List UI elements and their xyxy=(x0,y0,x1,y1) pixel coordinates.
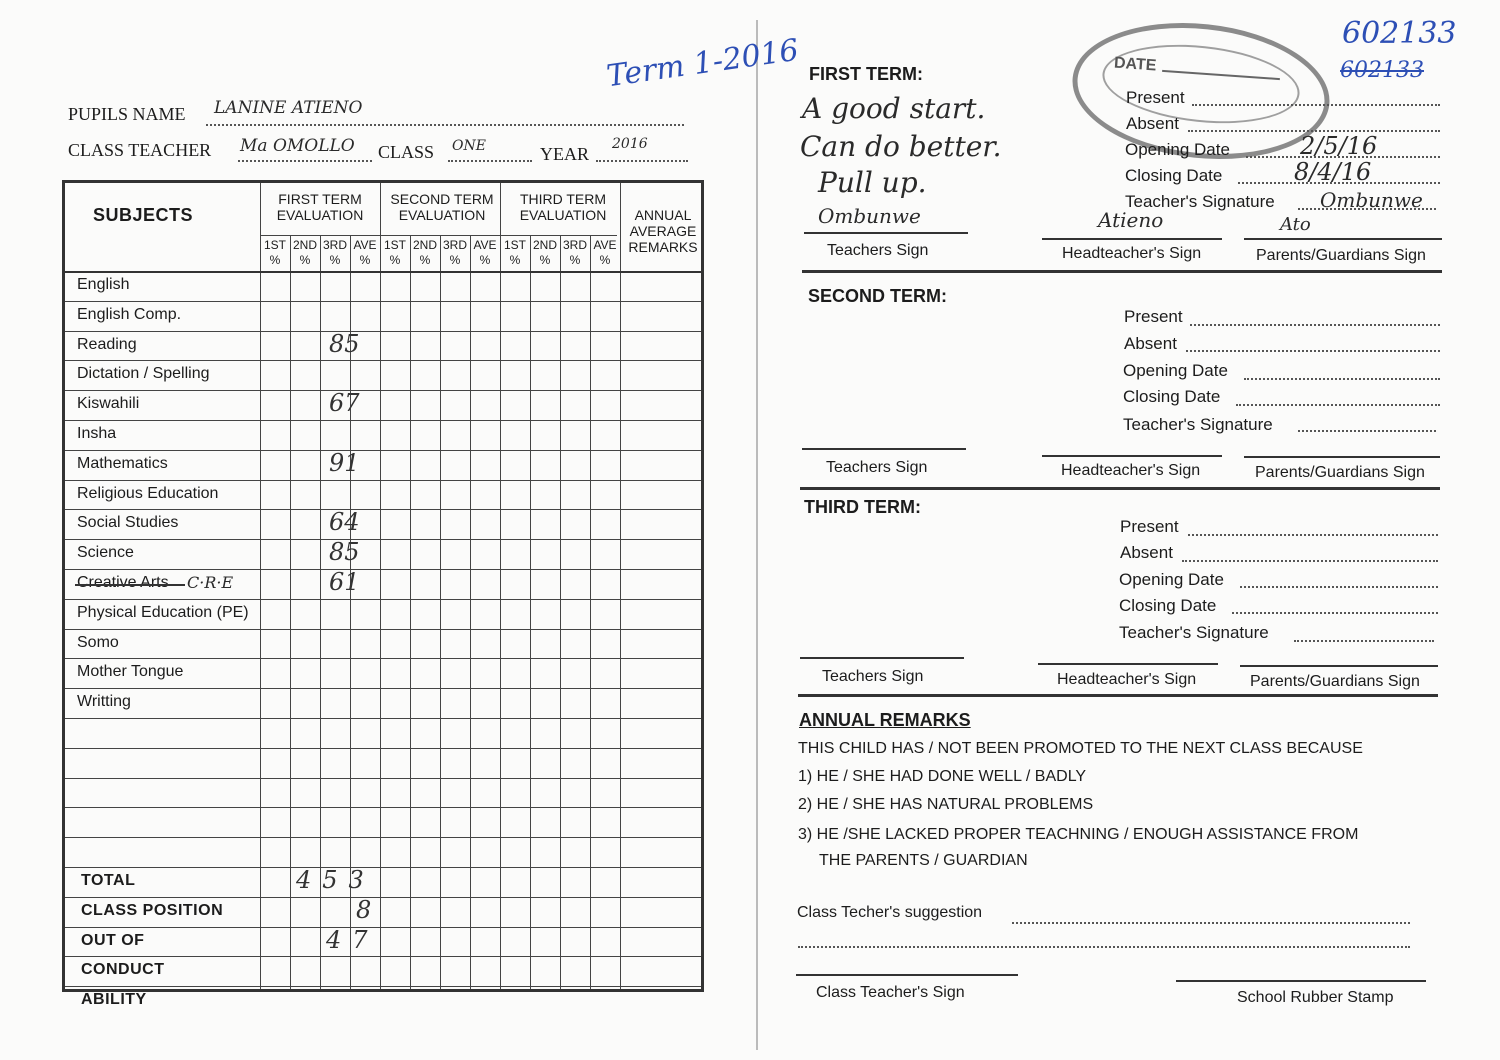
pupils-name-label: PUPILS NAME xyxy=(68,104,186,124)
row-line xyxy=(65,927,701,928)
year-line xyxy=(596,160,688,162)
subject-name: Creative Arts xyxy=(77,574,169,591)
st-closing-line xyxy=(1236,404,1440,406)
ft-opening-label: Opening Date xyxy=(1125,140,1230,159)
row-line xyxy=(65,897,701,898)
row-line xyxy=(65,539,701,540)
third-term-header: THIRD TERM EVALUATION xyxy=(519,191,607,223)
col-line xyxy=(440,235,441,989)
subject-name: English Comp. xyxy=(77,305,182,323)
st-present-label: Present xyxy=(1124,307,1183,326)
tt-absent-label: Absent xyxy=(1120,543,1173,562)
class-teacher-value: Ma OMOLLO xyxy=(240,136,355,156)
class-label: CLASS xyxy=(378,142,435,162)
ft-head-sign-line xyxy=(1042,238,1222,240)
col-line xyxy=(380,183,381,989)
row-line xyxy=(65,331,701,332)
subject-name: Writting xyxy=(77,693,131,711)
ft-parents-sign: Parents/Guardians Sign xyxy=(1256,247,1426,264)
col-line xyxy=(560,235,561,989)
row-line xyxy=(65,480,701,481)
col-line xyxy=(500,183,501,989)
tt-headteachers-sign: Headteacher's Sign xyxy=(1057,671,1197,688)
st-parents-sign: Parents/Guardians Sign xyxy=(1255,464,1425,481)
header-bottom-line xyxy=(65,271,701,273)
row-line xyxy=(65,778,701,779)
marks-table xyxy=(62,180,704,1009)
row-line xyxy=(65,301,701,302)
class-teacher-line xyxy=(238,160,372,162)
ft-parent-sign-line xyxy=(1244,238,1442,240)
sub-header-cell: 3RD % xyxy=(442,238,467,267)
first-term-title: FIRST TERM: xyxy=(809,64,923,84)
col-line xyxy=(290,235,291,989)
tt-parents-sign: Parents/Guardians Sign xyxy=(1250,673,1420,690)
tt-teacher-signature-line xyxy=(1294,640,1434,642)
sub-header-cell: AVE % xyxy=(473,238,497,267)
school-stamp-label: School Rubber Stamp xyxy=(1237,989,1394,1006)
row-line xyxy=(65,748,701,749)
tt-teacher-signature-label: Teacher's Signature xyxy=(1119,623,1269,642)
ft-opening-value: 2/5/16 xyxy=(1300,132,1378,160)
annual-header: ANNUAL AVERAGE REMARKS xyxy=(628,207,698,255)
second-term-header: SECOND TERM EVALUATION xyxy=(390,191,494,223)
first-term-divider xyxy=(802,270,1442,273)
row-line xyxy=(65,599,701,600)
summary-label: OUT OF xyxy=(81,931,145,949)
st-absent-label: Absent xyxy=(1124,334,1177,353)
tt-opening-line xyxy=(1240,586,1438,588)
annual-remarks-title: ANNUAL REMARKS xyxy=(799,710,971,730)
st-teachers-sign: Teachers Sign xyxy=(826,459,928,476)
third-term-title: THIRD TERM: xyxy=(804,497,921,517)
third-term-divider xyxy=(798,694,1438,697)
row-line xyxy=(65,360,701,361)
sub-header-cell: 3RD % xyxy=(322,238,347,267)
subject-mark: 67 xyxy=(329,389,360,418)
sub-header-cell: 2ND % xyxy=(412,238,437,267)
first-term-comment-2: Can do better. xyxy=(800,130,1002,163)
suggestion-label: Class Techer's suggestion xyxy=(797,904,983,921)
subject-name: English xyxy=(77,276,130,293)
annual-remarks-line-5: THE PARENTS / GUARDIAN xyxy=(819,852,1028,869)
sub-header-cell: 1ST % xyxy=(503,238,526,267)
class-teacher-sign-label: Class Teacher's Sign xyxy=(816,984,965,1001)
subject-name: Dictation / Spelling xyxy=(77,365,210,383)
tt-teacher-sign-line xyxy=(800,657,964,659)
ft-teacher-sig: Ombunwe xyxy=(818,204,921,228)
row-line xyxy=(65,837,701,838)
school-stamp-line xyxy=(1176,980,1426,982)
annual-remarks-line-2: 1) HE / SHE HAD DONE WELL / BADLY xyxy=(798,768,1087,785)
first-term-comment-3: Pull up. xyxy=(818,166,927,199)
ft-present-label: Present xyxy=(1126,88,1185,107)
ft-closing-value: 8/4/16 xyxy=(1294,158,1372,186)
col-line xyxy=(530,235,531,989)
row-line xyxy=(65,569,701,570)
annual-remarks-line-4: 3) HE /SHE LACKED PROPER TEACHNING / ENOUGH ASSISTANCE FROM xyxy=(798,826,1359,843)
reference-number: 602133 xyxy=(1342,16,1457,51)
suggestion-line-1 xyxy=(1012,922,1410,924)
tt-closing-label: Closing Date xyxy=(1119,596,1217,615)
col-line xyxy=(260,183,261,989)
st-teacher-signature-label: Teacher's Signature xyxy=(1123,415,1273,434)
st-opening-label: Opening Date xyxy=(1123,361,1228,380)
pupils-name-value: LANINE ATIENO xyxy=(214,98,363,118)
struck-number: 602133 xyxy=(1340,58,1424,83)
row-line xyxy=(65,718,701,719)
summary-label: CLASS POSITION xyxy=(81,901,224,919)
page-fold xyxy=(756,20,758,1050)
ft-closing-label: Closing Date xyxy=(1125,166,1223,185)
row-line xyxy=(65,867,701,868)
subject-mark: 85 xyxy=(329,329,360,358)
subject-mark: 85 xyxy=(329,538,360,567)
class-teacher-sign-line xyxy=(796,974,1018,976)
ft-teacher-signature-value: Ombunwe xyxy=(1320,188,1423,212)
row-line xyxy=(65,956,701,957)
subject-name: Insha xyxy=(77,425,117,442)
tt-head-sign-line xyxy=(1038,663,1218,665)
annual-remarks-line-3: 2) HE / SHE HAS NATURAL PROBLEMS xyxy=(798,796,1094,813)
row-line xyxy=(65,420,701,421)
second-term-title: SECOND TERM: xyxy=(808,286,947,306)
sub-header-cell: AVE % xyxy=(353,238,377,267)
summary-mark: 47 xyxy=(326,925,379,954)
term-note: Term 1-2016 xyxy=(604,32,801,95)
class-value: ONE xyxy=(452,138,486,154)
ft-teacher-signature-label: Teacher's Signature xyxy=(1125,192,1275,211)
tt-opening-label: Opening Date xyxy=(1119,570,1224,589)
summary-mark: 8 xyxy=(356,895,383,924)
subject-name: Physical Education (PE) xyxy=(77,603,249,621)
year-label: YEAR xyxy=(540,144,589,164)
summary-label: TOTAL xyxy=(81,872,136,889)
tt-teachers-sign: Teachers Sign xyxy=(822,668,924,685)
summary-label: ABILITY xyxy=(81,991,147,1009)
stamp-date-label: DATE xyxy=(1113,54,1157,75)
ft-teacher-sign-line xyxy=(804,232,968,234)
row-line xyxy=(65,629,701,630)
pupils-name-line xyxy=(206,124,684,126)
ft-absent-label: Absent xyxy=(1126,114,1179,133)
sub-header-cell: 1ST % xyxy=(383,238,406,267)
year-value: 2016 xyxy=(612,136,648,152)
tt-closing-line xyxy=(1232,612,1438,614)
tt-parent-sign-line xyxy=(1240,665,1438,667)
st-teacher-sign-line xyxy=(802,448,966,450)
tt-present-line xyxy=(1188,534,1438,536)
st-teacher-signature-line xyxy=(1298,430,1436,432)
sub-header-cell: 1ST % xyxy=(263,238,286,267)
st-absent-line xyxy=(1186,350,1440,352)
ft-head-sig: Atieno xyxy=(1098,208,1164,232)
subject-name: Religious Education xyxy=(77,484,219,502)
subject-mark: 91 xyxy=(329,448,360,477)
col-line xyxy=(590,235,591,989)
col-line xyxy=(620,183,621,989)
annual-remarks-line-1: THIS CHILD HAS / NOT BEEN PROMOTED TO THE NEXT CLASS BECAUSE xyxy=(798,740,1363,757)
subject-name: Somo xyxy=(77,633,119,651)
sub-header-cell: 3RD % xyxy=(562,238,587,267)
row-line xyxy=(65,986,701,987)
subject-name: Reading xyxy=(77,335,137,353)
summary-label: CONDUCT xyxy=(81,961,165,979)
ft-parent-sig: Ato xyxy=(1280,214,1311,235)
subject-name: Mother Tongue xyxy=(77,663,184,681)
sub-header-cell: 2ND % xyxy=(292,238,317,267)
st-headteachers-sign: Headteacher's Sign xyxy=(1061,462,1201,479)
st-opening-line xyxy=(1244,378,1440,380)
sub-header-cell: AVE % xyxy=(593,238,617,267)
subjects-header: SUBJECTS xyxy=(93,205,194,225)
row-line xyxy=(65,450,701,451)
subject-mark: 64 xyxy=(329,508,360,537)
tt-present-label: Present xyxy=(1120,517,1179,536)
st-present-line xyxy=(1190,324,1440,326)
ft-present-line xyxy=(1192,104,1440,106)
subject-name: Social Studies xyxy=(77,514,179,532)
subject-name: Mathematics xyxy=(77,454,168,472)
row-line xyxy=(65,509,701,510)
summary-mark: 453 xyxy=(296,866,375,894)
row-line xyxy=(65,807,701,808)
row-line xyxy=(65,688,701,689)
first-term-header: FIRST TERM EVALUATION xyxy=(276,191,364,223)
st-head-sign-line xyxy=(1042,455,1222,457)
subject-name: Kiswahili xyxy=(77,395,140,413)
creative-arts-correction: C·R·E xyxy=(187,573,234,592)
row-line xyxy=(65,390,701,391)
class-teacher-label: CLASS TEACHER xyxy=(68,140,212,160)
col-line xyxy=(410,235,411,989)
creative-arts-strike xyxy=(75,584,185,586)
ft-teachers-sign: Teachers Sign xyxy=(827,242,929,259)
suggestion-line-2 xyxy=(798,946,1410,948)
second-term-divider xyxy=(800,487,1440,490)
sub-header-cell: 2ND % xyxy=(532,238,557,267)
class-line xyxy=(448,160,532,162)
col-line xyxy=(470,235,471,989)
st-closing-label: Closing Date xyxy=(1123,387,1221,406)
first-term-comment-1: A good start. xyxy=(802,92,986,125)
term-header-line xyxy=(260,235,617,236)
subject-name: Science xyxy=(77,544,134,562)
ft-headteachers-sign: Headteacher's Sign xyxy=(1062,245,1202,262)
st-parent-sign-line xyxy=(1244,456,1440,458)
row-line xyxy=(65,658,701,659)
subject-mark: 61 xyxy=(329,568,360,596)
tt-absent-line xyxy=(1182,560,1438,562)
